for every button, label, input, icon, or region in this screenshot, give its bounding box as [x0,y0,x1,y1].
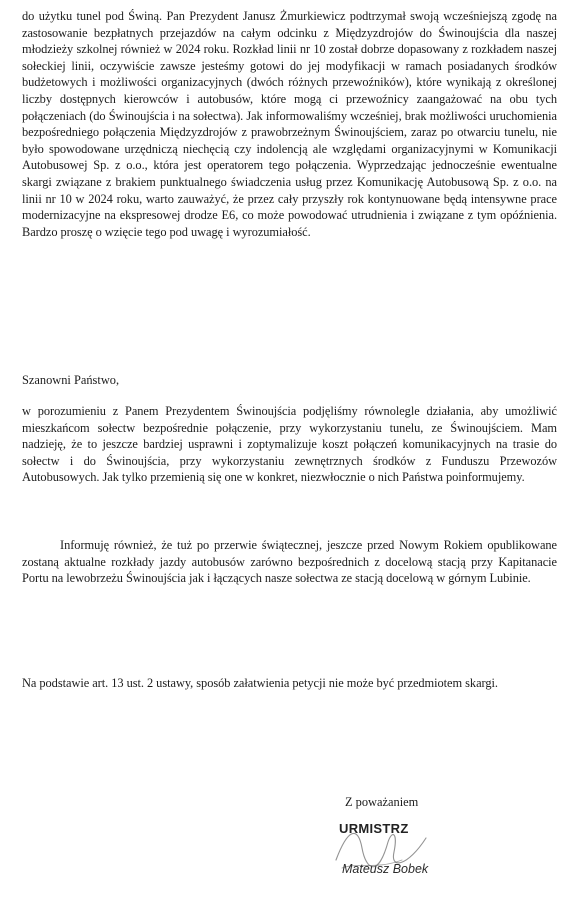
stamp-name: Mateusz Bobek [342,862,429,876]
paragraph-direct-connection: w porozumieniu z Panem Prezydentem Świnoujścia podjęliśmy równolegle działania, aby umożliwić mieszkańcom sołectw bezpośrednie połączenie, przy wykorzystaniu tunelu, ze Świnoujściem. Mam nadzieję, że to jeszcze bardziej usprawni i zoptymalizuje koszt połączeń komunikacyjnych na trasie do sołectw i do Świnoujścia, przy wykorzystaniu zewnętrznych środków z Funduszu Przewozów Autobusowych. Jak tylko przemienią się one w konkret, niezwłocznie o nich Państwa poinformujemy. [22,404,557,485]
paragraph-tunnel-bus-line: do użytku tunel pod Świną. Pan Prezydent Janusz Żmurkiewicz podtrzymał swoją wcześniejszą zgodę na zastosowanie bezpłatnych przejazdów na całym odcinku z Międzyzdrojów do Świnoujścia dla naszej młodzieży szkolnej również w 2024 roku. Rozkład linii nr 10 został dobrze dopasowany z rozkładem naszej sołeckiej linii, oczywiście zawsze jesteśmy gotowi do jej modyfikacji w ramach posiadanych środków budżetowych i możliwości organizacyjnych (dwóch różnych przewoźników), które wynikają z określonej liczby dostępnych kierowców i autobusów, które mogą ci przewoźnicy zaangażować na obu tych połączeniach (do Świnoujścia i na sołectwa). Jak informowaliśmy wcześniej, brak możliwości uruchomienia bezpośredniego połączenia Międzyzdrojów z prawobrzeżnym Świnoujściem, zaraz po otwarciu tunelu, nie było spowodowane urzędniczą niechęcią czy indolencją ale względami organizacyjnymi w Komunikacji Autobusowej Sp. z o.o., która jest operatorem tego połączenia. Wyprzedzając jednocześnie ewentualne skargi związane z brakiem punktualnego świadczenia usług przez Komunikację Autobusową Sp. z o.o. na linii nr 10 w 2024 roku, warto zauważyć, że przez cały przyszły rok kontynuowane będą intensywne prace modernizacyjne na ekspresowej drodze E6, co może powodować utrudnienia i związane z tym opóźnienia. Bardzo proszę o wzięcie tego pod uwagę i wyrozumiałość. [22,9,557,239]
paragraph-timetables: Informuję również, że tuż po przerwie świątecznej, jeszcze przed Nowym Rokiem opublikowane zostaną aktualne rozkłady jazdy autobusów zarówno bezpośrednich z docelową stacją przy Kapitanacie Portu na lewobrzeżu Świnoujścia jak i łączących nasze sołectwa ze stacją docelową w górnym Lubinie. [22,538,557,586]
handwritten-signature [328,808,438,888]
closing-phrase: Z poważaniem [345,795,419,809]
paragraph-legal-note: Na podstawie art. 13 ust. 2 ustawy, sposób załatwienia petycji nie może być przedmiotem skargi. [22,676,498,690]
greeting: Szanowni Państwo, [22,373,120,387]
stamp-title: URMISTRZ [339,821,409,836]
